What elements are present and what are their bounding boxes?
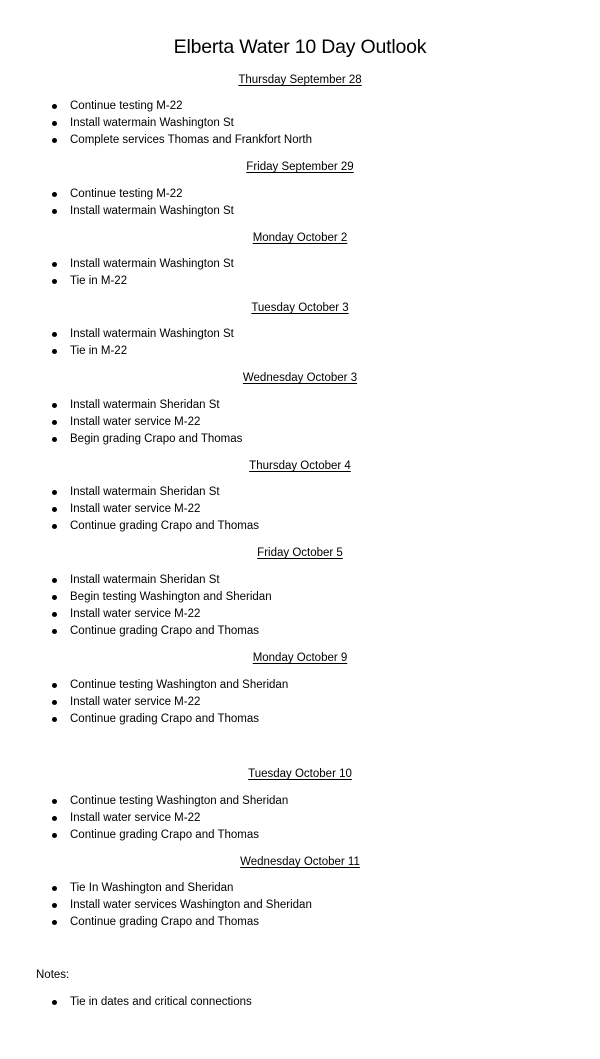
bullet-icon <box>52 717 57 722</box>
day-heading: Tuesday October 3 <box>251 302 349 314</box>
task-text: Continue testing Washington and Sheridan <box>70 795 289 807</box>
task-text: Install watermain Sheridan St <box>70 574 220 586</box>
task-text: Continue testing M-22 <box>70 188 183 200</box>
bullet-icon <box>52 349 57 354</box>
bullet-icon <box>52 138 57 143</box>
task-text: Install water services Washington and Sheridan <box>70 899 312 911</box>
task-text: Install watermain Washington St <box>70 258 234 270</box>
bullet-icon <box>52 332 57 337</box>
day-heading: Tuesday October 10 <box>248 768 352 780</box>
bullet-icon <box>52 507 57 512</box>
bullet-icon <box>52 279 57 284</box>
notes-text: Tie in dates and critical connections <box>70 996 252 1008</box>
document-title: Elberta Water 10 Day Outlook <box>173 36 427 58</box>
task-text: Install watermain Washington St <box>70 328 234 340</box>
task-text: Continue grading Crapo and Thomas <box>70 829 260 841</box>
task-text: Tie in M-22 <box>70 275 128 287</box>
bullet-icon <box>52 524 57 529</box>
bullet-icon <box>52 192 57 197</box>
day-heading: Monday October 2 <box>252 232 348 244</box>
bullet-icon <box>52 903 57 908</box>
bullet-icon <box>52 833 57 838</box>
task-text: Install watermain Sheridan St <box>70 399 220 411</box>
task-text: Begin testing Washington and Sheridan <box>70 591 272 603</box>
day-heading: Thursday September 28 <box>238 74 362 86</box>
bullet-icon <box>52 578 57 583</box>
day-heading: Wednesday October 3 <box>242 372 358 384</box>
bullet-icon <box>52 121 57 126</box>
bullet-icon <box>52 403 57 408</box>
task-text: Begin grading Crapo and Thomas <box>70 433 243 445</box>
bullet-icon <box>52 262 57 267</box>
task-text: Install watermain Washington St <box>70 117 234 129</box>
task-text: Install watermain Washington St <box>70 205 234 217</box>
task-text: Install water service M-22 <box>70 608 201 620</box>
day-heading: Friday October 5 <box>257 547 343 559</box>
task-text: Continue testing Washington and Sheridan <box>70 679 289 691</box>
task-text: Install water service M-22 <box>70 503 201 515</box>
day-heading: Friday September 29 <box>246 161 354 173</box>
task-text: Install water service M-22 <box>70 812 201 824</box>
task-text: Continue testing M-22 <box>70 100 183 112</box>
day-heading: Thursday October 4 <box>249 460 351 472</box>
bullet-icon <box>52 629 57 634</box>
bullet-icon <box>52 420 57 425</box>
bullet-icon <box>52 490 57 495</box>
task-text: Complete services Thomas and Frankfort North <box>70 134 313 146</box>
bullet-icon <box>52 886 57 891</box>
day-heading: Monday October 9 <box>252 652 348 664</box>
task-text: Continue grading Crapo and Thomas <box>70 520 260 532</box>
bullet-icon <box>52 595 57 600</box>
task-text: Install watermain Sheridan St <box>70 486 220 498</box>
bullet-icon <box>52 612 57 617</box>
task-text: Install water service M-22 <box>70 416 201 428</box>
day-heading: Wednesday October 11 <box>240 856 360 868</box>
bullet-icon <box>52 700 57 705</box>
bullet-icon <box>52 1000 57 1005</box>
task-text: Continue grading Crapo and Thomas <box>70 713 260 725</box>
bullet-icon <box>52 104 57 109</box>
bullet-icon <box>52 799 57 804</box>
task-text: Continue grading Crapo and Thomas <box>70 916 260 928</box>
task-text: Tie in M-22 <box>70 345 128 357</box>
bullet-icon <box>52 816 57 821</box>
task-text: Tie In Washington and Sheridan <box>70 882 234 894</box>
bullet-icon <box>52 437 57 442</box>
bullet-icon <box>52 209 57 214</box>
task-text: Install water service M-22 <box>70 696 201 708</box>
bullet-icon <box>52 920 57 925</box>
bullet-icon <box>52 683 57 688</box>
task-text: Continue grading Crapo and Thomas <box>70 625 260 637</box>
notes-label: Notes: <box>36 969 70 981</box>
